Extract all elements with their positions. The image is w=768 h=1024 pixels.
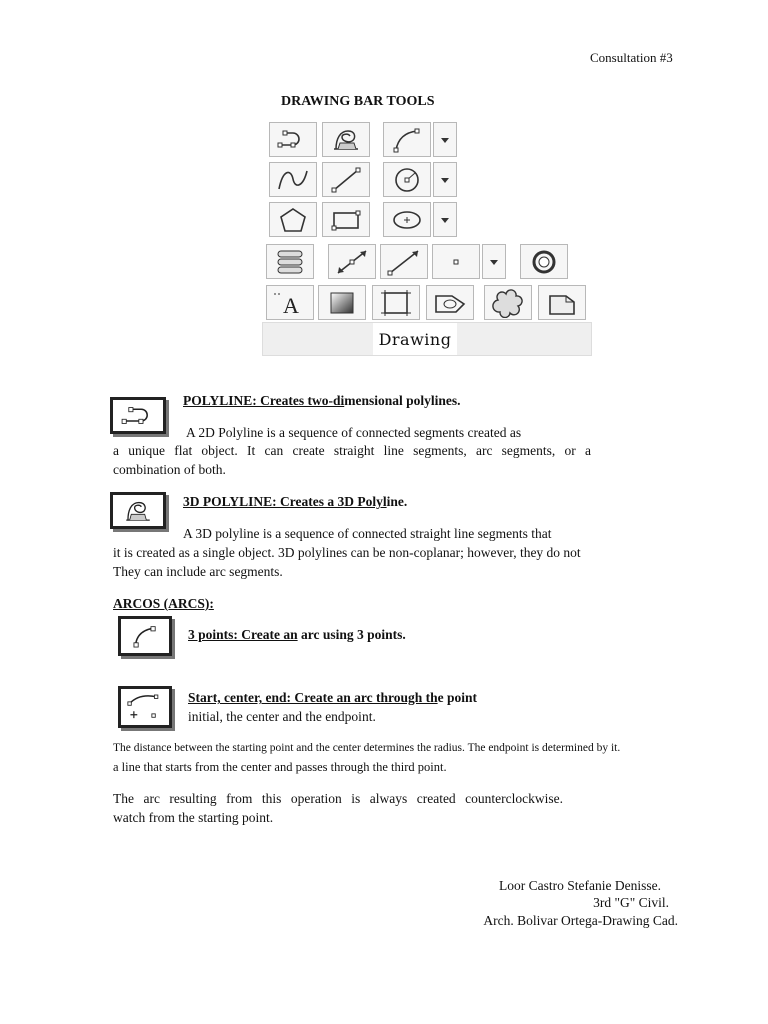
arc-dropdown-icon — [433, 122, 457, 157]
arcs-heading: ARCOS (ARCS): — [113, 596, 214, 611]
polyline-text-line3: combination of both. — [113, 462, 226, 477]
point-tool-icon — [432, 244, 480, 279]
construction-line-tool-icon — [328, 244, 376, 279]
point-dropdown-icon — [482, 244, 506, 279]
table-insert-tool-icon — [538, 285, 586, 320]
consultation-number: Consultation #3 — [590, 50, 673, 65]
donut-tool-icon — [520, 244, 568, 279]
ellipse-dropdown-icon — [433, 202, 457, 237]
3d-polyline-icon — [110, 492, 166, 529]
3d-polyline-text-line2: it is created as a single object. 3D polylines can be non-coplanar; however, they do not — [113, 545, 581, 560]
arc-3-points-icon — [118, 616, 172, 656]
svg-text:A: A — [283, 292, 299, 318]
revision-cloud-tool-icon — [484, 285, 532, 320]
spline-tool-icon — [269, 162, 317, 197]
arc-direction-line1: The arc resulting from this operation is always created counterclockwise. — [113, 791, 563, 806]
rectangle-tool-icon — [322, 202, 370, 237]
polyline-icon — [110, 397, 166, 434]
ellipse-tool-icon — [383, 202, 431, 237]
3d-polyline-heading: 3D POLYLINE: Creates a 3D Polyline. — [183, 494, 408, 509]
author-name: Loor Castro Stefanie Denisse. — [499, 878, 661, 893]
arc-start-center-end-heading: Start, center, end: Create an arc through the point — [188, 690, 477, 705]
polyline-text-line2: a unique flat object. It can create straight line segments, arc segments, or a — [113, 443, 591, 458]
drawing-toolbar-footer — [262, 322, 592, 356]
polyline-tool-icon — [269, 122, 317, 157]
3d-polyline-text-line3: They can include arc segments. — [113, 564, 283, 579]
author-class: 3rd "G" Civil. — [593, 895, 669, 910]
text-tool-icon — [266, 285, 314, 320]
arc-direction-line2: watch from the starting point. — [113, 810, 274, 825]
arc-start-center-end-text: initial, the center and the endpoint. — [188, 709, 376, 724]
3d-polyline-tool-icon — [322, 122, 370, 157]
arc-3-points-heading: 3 points: Create an arc using 3 points. — [188, 627, 406, 642]
ray-tool-icon — [380, 244, 428, 279]
arc-radius-note-line1: The distance between the starting point and the center determines the radius. The endpoint is determined by it. — [113, 742, 621, 754]
drawing-toolbar-label: Drawing — [373, 323, 457, 355]
polyline-heading: POLYLINE: Creates two-dimensional polylines. — [183, 393, 461, 408]
polyline-text-line1: A 2D Polyline is a sequence of connected segments created as — [186, 425, 522, 440]
arc-tool-icon — [383, 122, 431, 157]
circle-tool-icon — [383, 162, 431, 197]
3d-polyline-text-line1: A 3D polyline is a sequence of connected straight line segments that — [183, 526, 552, 541]
arc-start-center-end-icon — [118, 686, 172, 728]
teacher-name: Arch. Bolivar Ortega-Drawing Cad. — [483, 913, 678, 928]
polygon-tool-icon — [269, 202, 317, 237]
circle-dropdown-icon — [433, 162, 457, 197]
line-tool-icon — [322, 162, 370, 197]
wipeout-tool-icon — [426, 285, 474, 320]
gradient-tool-icon — [318, 285, 366, 320]
hatch-stack-tool-icon — [266, 244, 314, 279]
drawing-toolbar — [262, 118, 592, 356]
page-title: DRAWING BAR TOOLS — [281, 94, 435, 109]
arc-radius-note-line2: a line that starts from the center and passes through the third point. — [113, 760, 447, 774]
region-tool-icon — [372, 285, 420, 320]
